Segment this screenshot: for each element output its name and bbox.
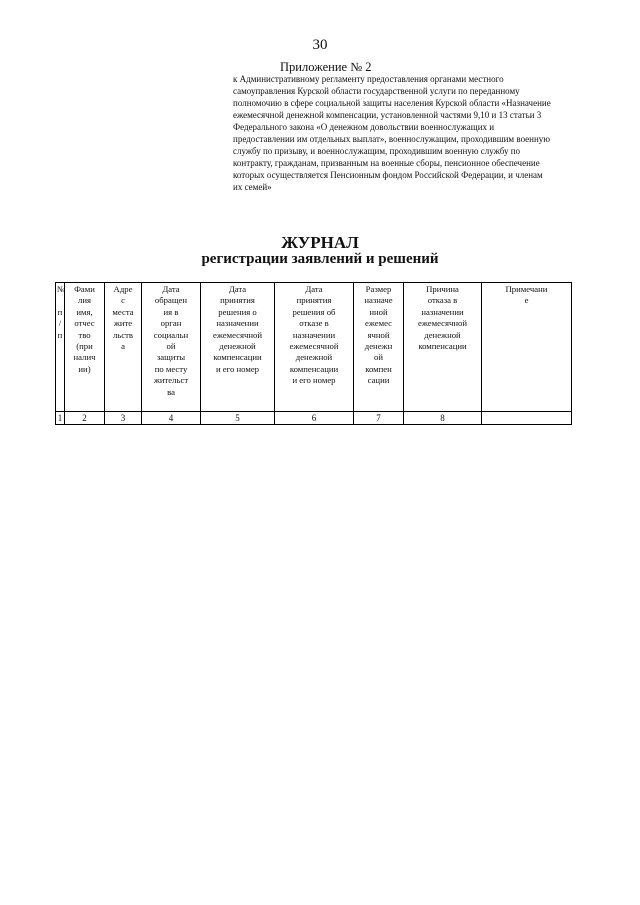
header-full-name-label: Фами лия имя, отчес тво (при налич ии)	[73, 284, 96, 374]
header-approval-decision-label: Дата принятия решения о назначении ежемесячной денежной компенсации и его номер	[212, 284, 263, 374]
column-number-cell: 1	[56, 412, 65, 425]
column-number-cell	[482, 412, 572, 425]
header-number-label: № п / п	[57, 284, 66, 340]
column-number-cell: 3	[105, 412, 142, 425]
column-number-cell: 8	[404, 412, 482, 425]
table-header-row	[56, 283, 572, 412]
appendix-title: Приложение № 2	[280, 60, 372, 74]
table-header-cell	[404, 283, 482, 412]
table-header-cell	[142, 283, 201, 412]
journal-subtitle: регистрации заявлений и решений	[201, 251, 439, 267]
header-address-label: Адре с места жите льств а	[112, 284, 134, 352]
table-header-cell	[482, 283, 572, 412]
page-number: 30	[312, 37, 328, 53]
header-note-label: Примечани е	[505, 284, 548, 306]
table-header-cell	[65, 283, 105, 412]
column-number-cell: 5	[201, 412, 275, 425]
registration-table	[55, 282, 572, 425]
appendix-text: к Административному регламенту предоставления органами местного самоуправления Курской области государственной услуги по переданному полномочию в сфере социальной защиты населения Курской области «Назначение ежемесячной денежной компенсации, установленной частями 9,10 и 13 статьи 3 Федерального закона «О денежном довольствии военнослужащих и предоставлении им отдельных выплат», военнослужащим, проходившим военную службу по призыву, и военнослужащим, проходившим военную службу по контракту, гражданам, призванным на военные сборы, пенсионное обеспечение которых осуществляется Пенсионным фондом Российской Федерации, и членам их семей»	[233, 74, 551, 192]
header-amount-label: Размер назначе нной ежемес ячной денежн ой компен сации	[364, 284, 393, 386]
table-header-cell	[201, 283, 275, 412]
column-number-cell: 7	[354, 412, 404, 425]
header-refusal-decision-label: Дата принятия решения об отказе в назначении ежемесячной денежной компенсации и его номер	[289, 284, 339, 386]
table-header-cell	[56, 283, 65, 412]
header-refusal-reason-label: Причина отказа в назначении ежемесячной денежной компенсации	[417, 284, 468, 352]
table-header-cell	[354, 283, 404, 412]
column-number-cell: 4	[142, 412, 201, 425]
column-number-cell: 2	[65, 412, 105, 425]
table-header-cell	[105, 283, 142, 412]
header-application-date-label: Дата обращен ия в орган социальн ой защиты по месту жительст ва	[153, 284, 189, 397]
table-header-cell	[275, 283, 354, 412]
journal-title: ЖУРНАЛ	[281, 233, 359, 252]
column-number-cell: 6	[275, 412, 354, 425]
table-number-row	[56, 412, 572, 425]
